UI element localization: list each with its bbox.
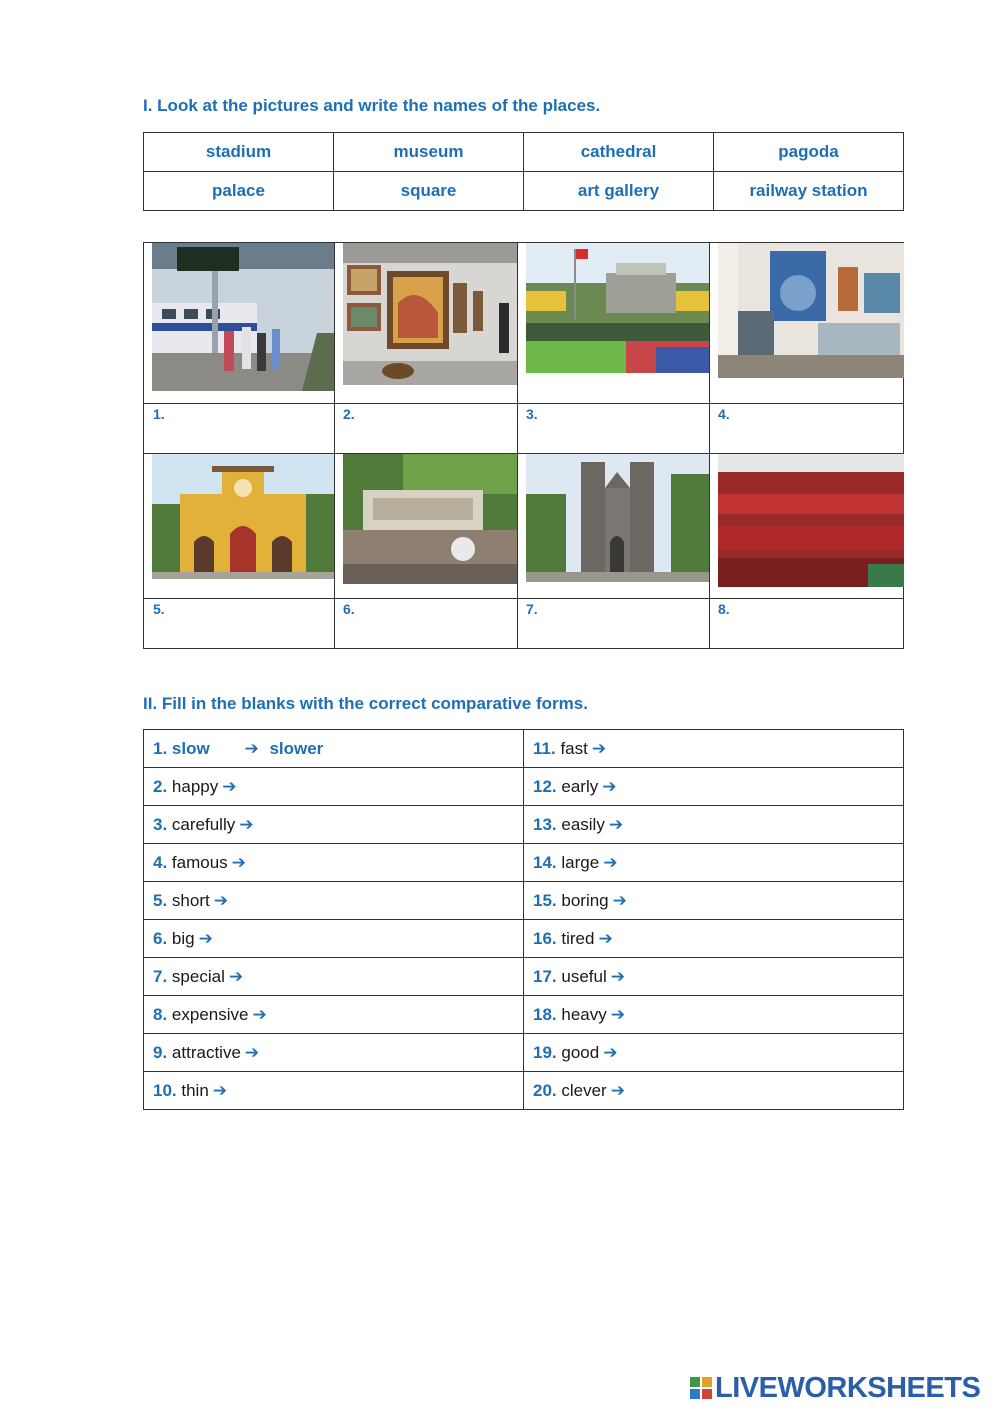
answer-cell[interactable] (524, 996, 904, 1034)
word-bank-cell: art gallery (524, 172, 714, 211)
example-number: 1. (153, 738, 168, 758)
item-word: thin (181, 1080, 209, 1100)
arrow-right-icon: ➔ (231, 852, 246, 872)
arrow-right-icon: ➔ (228, 966, 244, 986)
example-cell (144, 730, 524, 768)
arrow-right-icon: ➔ (213, 890, 228, 910)
liveworksheets-logo-icon (690, 1377, 712, 1399)
item-number: 18. (533, 1004, 557, 1024)
picture-number: 3. (526, 406, 538, 422)
item-word: attractive (171, 1042, 241, 1062)
picture-number: 6. (343, 601, 355, 617)
word-bank-cell: palace (144, 172, 334, 211)
section1-heading: I. Look at the pictures and write the names of the places. (143, 96, 601, 115)
answer-cell[interactable] (144, 996, 524, 1034)
item-word: happy (171, 776, 219, 796)
item-number: 6. (153, 928, 168, 948)
table-row (144, 844, 904, 882)
art-gallery-photo (343, 243, 517, 385)
arrow-right-icon: ➔ (244, 738, 259, 758)
answer-cell[interactable] (524, 844, 904, 882)
word-bank-cell: square (334, 172, 524, 211)
railway-station-photo (152, 243, 334, 391)
item-word: boring (561, 890, 609, 910)
section2-heading: II. Fill in the blanks with the correct comparative forms. (143, 694, 588, 713)
arrow-right-icon: ➔ (610, 1080, 625, 1100)
item-number: 16. (533, 928, 557, 948)
answer-cell[interactable] (524, 1034, 904, 1072)
cathedral-photo (526, 454, 709, 582)
picture-number: 2. (343, 406, 355, 422)
arrow-right-icon: ➔ (610, 1004, 625, 1024)
arrow-right-icon: ➔ (602, 776, 617, 796)
picture-number: 4. (718, 406, 730, 422)
logo-text: LIVEWORKSHEETS (715, 1371, 981, 1404)
answer-cell[interactable] (524, 882, 904, 920)
item-number: 12. (533, 776, 557, 796)
picture-grid (143, 242, 904, 649)
item-number: 2. (153, 776, 168, 796)
item-word: large (561, 852, 600, 872)
word-bank-cell: pagoda (714, 133, 904, 172)
palace-photo (343, 454, 517, 584)
museum-photo (718, 243, 904, 378)
answer-cell[interactable] (144, 768, 524, 806)
table-row (144, 1072, 904, 1110)
answer-cell[interactable] (524, 730, 904, 768)
arrow-right-icon: ➔ (603, 852, 618, 872)
comparatives-table (143, 729, 904, 1110)
item-word: famous (171, 852, 228, 872)
answer-cell[interactable] (524, 806, 904, 844)
table-row (144, 920, 904, 958)
arrow-right-icon: ➔ (612, 890, 627, 910)
item-word: clever (561, 1080, 607, 1100)
table-row (144, 768, 904, 806)
word-bank-cell: stadium (144, 133, 334, 172)
arrow-right-icon: ➔ (239, 814, 254, 834)
item-number: 17. (533, 966, 557, 986)
item-number: 4. (153, 852, 168, 872)
answer-cell[interactable] (144, 844, 524, 882)
item-number: 8. (153, 1004, 168, 1024)
item-word: expensive (171, 1004, 249, 1024)
answer-cell[interactable] (524, 1072, 904, 1110)
table-row (144, 730, 904, 768)
item-number: 10. (153, 1080, 177, 1100)
picture-number: 7. (526, 601, 538, 617)
arrow-right-icon: ➔ (610, 966, 625, 986)
arrow-right-icon: ➔ (603, 1042, 618, 1062)
answer-cell[interactable] (144, 1034, 524, 1072)
item-number: 7. (153, 966, 168, 986)
answer-cell[interactable] (144, 920, 524, 958)
arrow-right-icon: ➔ (198, 928, 213, 948)
stadium-photo (718, 454, 904, 587)
answer-cell[interactable] (144, 806, 524, 844)
item-word: easily (561, 814, 605, 834)
arrow-right-icon: ➔ (598, 928, 613, 948)
picture-number: 1. (153, 406, 165, 422)
answer-cell[interactable] (144, 958, 524, 996)
item-number: 9. (153, 1042, 168, 1062)
arrow-right-icon: ➔ (212, 1080, 228, 1100)
answer-cell[interactable] (524, 958, 904, 996)
square-photo (526, 243, 709, 373)
liveworksheets-logo (690, 1370, 980, 1406)
item-word: big (171, 928, 195, 948)
item-word: good (561, 1042, 600, 1062)
item-word: early (561, 776, 599, 796)
arrow-right-icon: ➔ (222, 776, 237, 796)
item-number: 14. (533, 852, 557, 872)
word-bank-cell: museum (334, 133, 524, 172)
table-row (144, 882, 904, 920)
pagoda-photo (152, 454, 334, 579)
picture-number: 5. (153, 601, 165, 617)
arrow-right-icon: ➔ (591, 738, 607, 758)
item-word: heavy (561, 1004, 607, 1024)
table-row (144, 806, 904, 844)
example-answer: slower (269, 738, 324, 758)
item-word: useful (561, 966, 607, 986)
item-word: special (171, 966, 225, 986)
answer-cell[interactable] (144, 882, 524, 920)
table-row (144, 1034, 904, 1072)
word-bank-cell: railway station (714, 172, 904, 211)
item-number: 11. (533, 738, 556, 758)
item-word: short (171, 890, 210, 910)
item-number: 13. (533, 814, 557, 834)
word-bank-table (143, 132, 904, 211)
picture-number: 8. (718, 601, 730, 617)
arrow-right-icon: ➔ (244, 1042, 260, 1062)
item-word: carefully (171, 814, 236, 834)
item-word: fast (560, 738, 588, 758)
item-number: 3. (153, 814, 168, 834)
arrow-right-icon: ➔ (608, 814, 624, 834)
item-number: 19. (533, 1042, 557, 1062)
word-bank-cell: cathedral (524, 133, 714, 172)
arrow-right-icon: ➔ (252, 1004, 267, 1024)
answer-cell[interactable] (524, 768, 904, 806)
answer-cell[interactable] (144, 1072, 524, 1110)
table-row (144, 996, 904, 1034)
item-word: tired (561, 928, 595, 948)
answer-cell[interactable] (524, 920, 904, 958)
item-number: 20. (533, 1080, 557, 1100)
table-row (144, 958, 904, 996)
item-number: 15. (533, 890, 557, 910)
item-number: 5. (153, 890, 168, 910)
example-word: slow (171, 738, 210, 758)
